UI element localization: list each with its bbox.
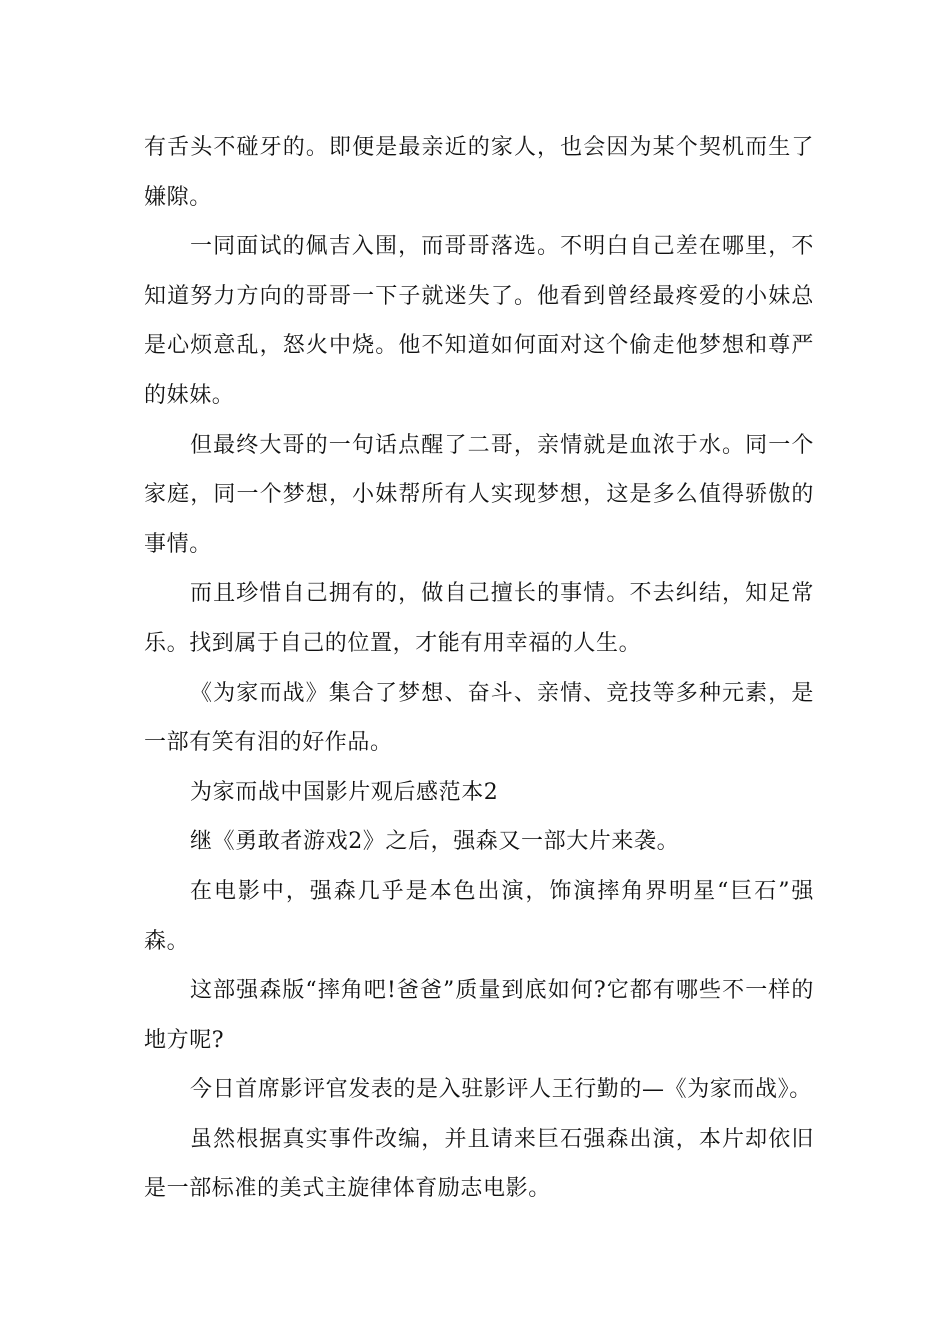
paragraph: 今日首席影评官发表的是入驻影评人王行勤的—《为家而战》。 [190,1077,812,1103]
paragraph: 《为家而战》集合了梦想、奋斗、亲情、竞技等多种元素，是一部有笑有泪的好作品。 [144,680,814,756]
paragraph: 这部强森版“摔角吧!爸爸”质量到底如何?它都有哪些不一样的地方呢? [144,978,814,1053]
paragraph-continuation: 有舌头不碰牙的。即便是最亲近的家人，也会因为某个契机而生了嫌隙。 [144,135,814,210]
paragraph: 虽然根据真实事件改编，并且请来巨石强森出演，本片却依旧是一部标准的美式主旋律体育励志电影。 [144,1126,814,1202]
paragraph: 一同面试的佩吉入围，而哥哥落选。不明白自己差在哪里，不知道努力方向的哥哥一下子就迷失了。他看到曾经最疼爱的小妹总是心烦意乱，怒火中烧。他不知道如何面对这个偷走他梦想和尊严的妹妹。 [144,234,814,408]
section-heading: 为家而战中国影片观后感范本2 [190,779,499,805]
document-body [144,123,814,1214]
paragraph: 而且珍惜自己拥有的，做自己擅长的事情。不去纠结，知足常乐。找到属于自己的位置，才能有用幸福的人生。 [144,581,814,656]
paragraph: 继《勇敢者游戏2》之后，强森又一部大片来袭。 [190,829,680,855]
paragraph: 在电影中，强森几乎是本色出演，饰演摔角界明星“巨石”强森。 [144,878,814,954]
paragraph: 但最终大哥的一句话点醒了二哥，亲情就是血浓于水。同一个家庭，同一个梦想，小妹帮所有人实现梦想，这是多么值得骄傲的事情。 [144,432,814,557]
